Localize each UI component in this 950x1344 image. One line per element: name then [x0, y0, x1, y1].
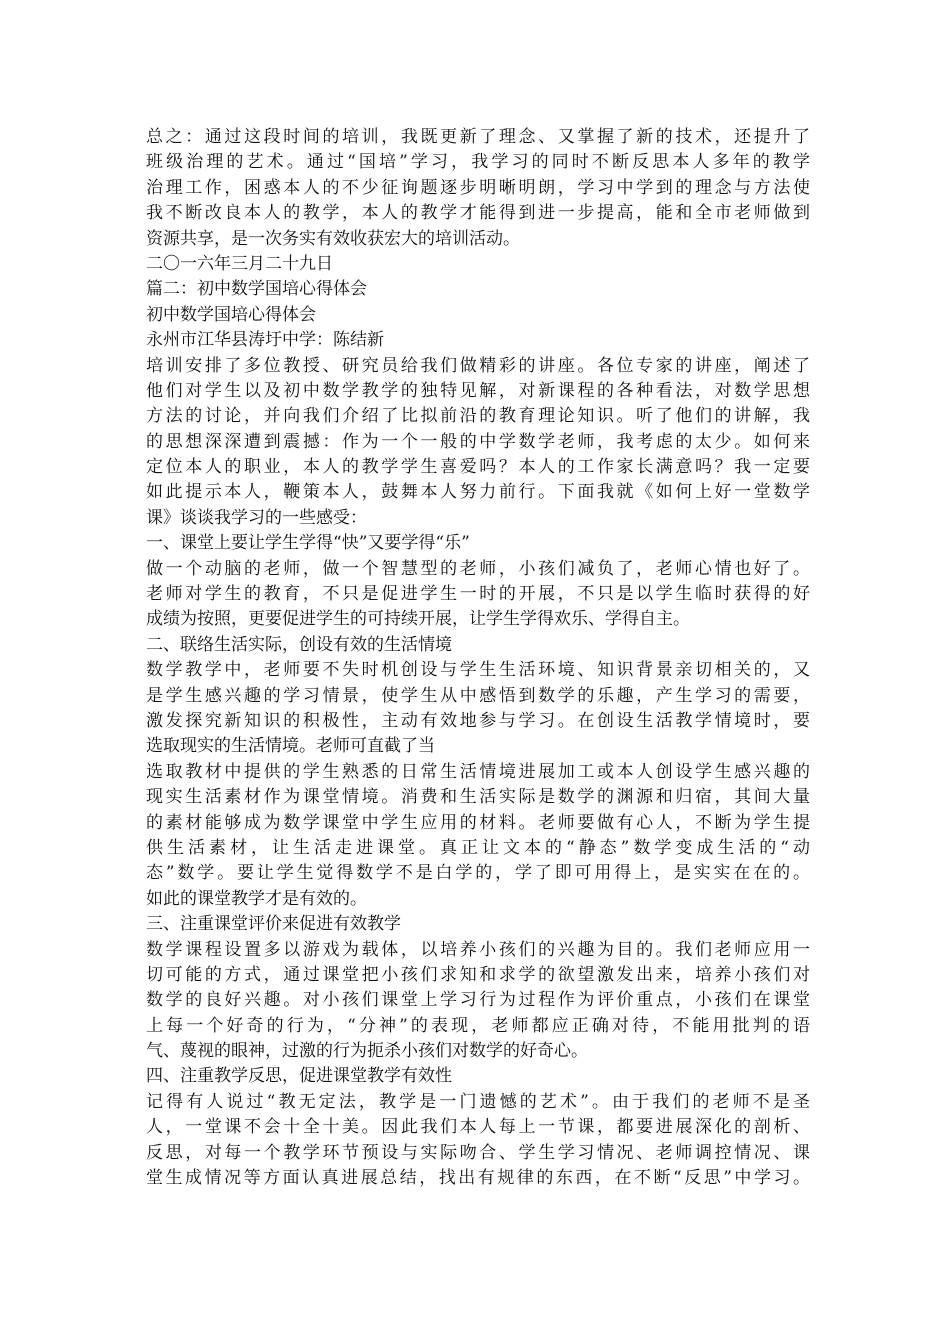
- text-line: 人，一堂课不会十全十美。因此我们本人每上一节课，都要进展深化的剖析、: [146, 1117, 810, 1138]
- text-line: 堂生成情况等方面认真进展总结，找出有规律的东西，在不断“反思”中学习。: [146, 1168, 810, 1189]
- text-line: 供生活素材，让生活走进课堂。真正让文本的“静态”数学变成生活的“动: [146, 837, 810, 858]
- text-line: 班级治理的艺术。通过“国培”学习，我学习的同时不断反思本人多年的教学: [146, 152, 810, 173]
- text-line: 选取现实的生活情境。老师可直截了当: [146, 736, 435, 757]
- text-line: 资源共享，是一次务实有效收获宏大的培训活动。: [146, 228, 520, 249]
- text-line: 现实生活素材作为课堂情境。消费和生活实际是数学的渊源和归宿，其间大量: [146, 787, 810, 808]
- text-line: 数学课程设置多以游戏为载体，以培养小孩们的兴趣为目的。我们老师应用一: [146, 939, 810, 960]
- text-line: 反思，对每一个教学环节预设与实际吻合、学生学习情况、老师调控情况、课: [146, 1142, 810, 1163]
- text-line: 做一个动脑的老师，做一个智慧型的老师，小孩们减负了，老师心情也好了。: [146, 558, 810, 579]
- text-line: 初中数学国培心得体会: [146, 304, 316, 325]
- text-line: 方法的讨论，并向我们介绍了比拟前沿的教育理论知识。听了他们的讲解，我: [146, 406, 810, 427]
- text-line: 的素材能够成为数学课堂中学生应用的材料。老师要做有心人，不断为学生提: [146, 812, 810, 833]
- text-line: 老师对学生的教育，不只是促进学生一时的开展，不只是以学生临时获得的好: [146, 584, 810, 605]
- text-line: 二〇一六年三月二十九日: [146, 253, 333, 274]
- text-line: 数学的良好兴趣。对小孩们课堂上学习行为过程作为评价重点，小孩们在课堂: [146, 990, 810, 1011]
- text-line: 成绩为按照，更要促进学生的可持续开展，让学生学得欢乐、学得自主。: [146, 609, 690, 630]
- text-line: 永州市江华县涛圩中学：陈结新: [146, 330, 384, 351]
- text-line: 选取教材中提供的学生熟悉的日常生活情境进展加工或本人创设学生感兴趣的: [146, 761, 810, 782]
- text-line: 定位本人的职业，本人的教学学生喜爱吗？本人的工作家长满意吗？我一定要: [146, 457, 810, 478]
- text-line: 四、注重教学反思，促进课堂教学有效性: [146, 1066, 452, 1087]
- text-line: 他们对学生以及初中数学教学的独特见解，对新课程的各种看法，对数学思想: [146, 380, 810, 401]
- text-line: 切可能的方式，通过课堂把小孩们求知和求学的欲望激发出来，培养小孩们对: [146, 964, 810, 985]
- document-page: [146, 125, 810, 1191]
- text-line: 一、课堂上要让学生学得“快”又要学得“乐”: [146, 533, 470, 554]
- text-line: 的思想深深遭到震撼：作为一个一般的中学数学老师，我考虑的太少。如何来: [146, 431, 810, 452]
- text-line: 二、联络生活实际，创设有效的生活情境: [146, 634, 452, 655]
- text-line: 如此提示本人，鞭策本人，鼓舞本人努力前行。下面我就《如何上好一堂数学: [146, 482, 810, 503]
- text-line: 三、注重课堂评价来促进有效教学: [146, 914, 401, 935]
- text-line: 是学生感兴趣的学习情景，使学生从中感悟到数学的乐趣，产生学习的需要，: [146, 685, 810, 706]
- text-line: 气、蔑视的眼神，过激的行为扼杀小孩们对数学的好奇心。: [146, 1041, 588, 1062]
- text-line: 如此的课堂教学才是有效的。: [146, 888, 367, 909]
- text-line: 态”数学。要让学生觉得数学不是白学的，学了即可用得上，是实实在在的。: [146, 863, 810, 884]
- text-line: 培训安排了多位教授、研究员给我们做精彩的讲座。各位专家的讲座，阐述了: [146, 355, 810, 376]
- text-line: 数学教学中，老师要不失时机创设与学生生活环境、知识背景亲切相关的，又: [146, 660, 810, 681]
- text-line: 课》谈谈我学习的一些感受：: [146, 507, 367, 528]
- text-line: 篇二：初中数学国培心得体会: [146, 279, 367, 300]
- text-line: 总之：通过这段时间的培训，我既更新了理念、又掌握了新的技术，还提升了: [146, 127, 810, 147]
- text-line: 记得有人说过“教无定法，教学是一门遗憾的艺术”。由于我们的老师不是圣: [146, 1091, 810, 1112]
- text-line: 治理工作，困惑本人的不少征询题逐步明晰明朗，学习中学到的理念与方法使: [146, 177, 810, 198]
- text-line: 我不断改良本人的教学，本人的教学才能得到进一步提高，能和全市老师做到: [146, 203, 810, 224]
- text-line: 激发探究新知识的积极性，主动有效地参与学习。在创设生活教学情境时，要: [146, 710, 810, 731]
- text-line: 上每一个好奇的行为，“分神”的表现，老师都应正确对待，不能用批判的语: [146, 1015, 810, 1036]
